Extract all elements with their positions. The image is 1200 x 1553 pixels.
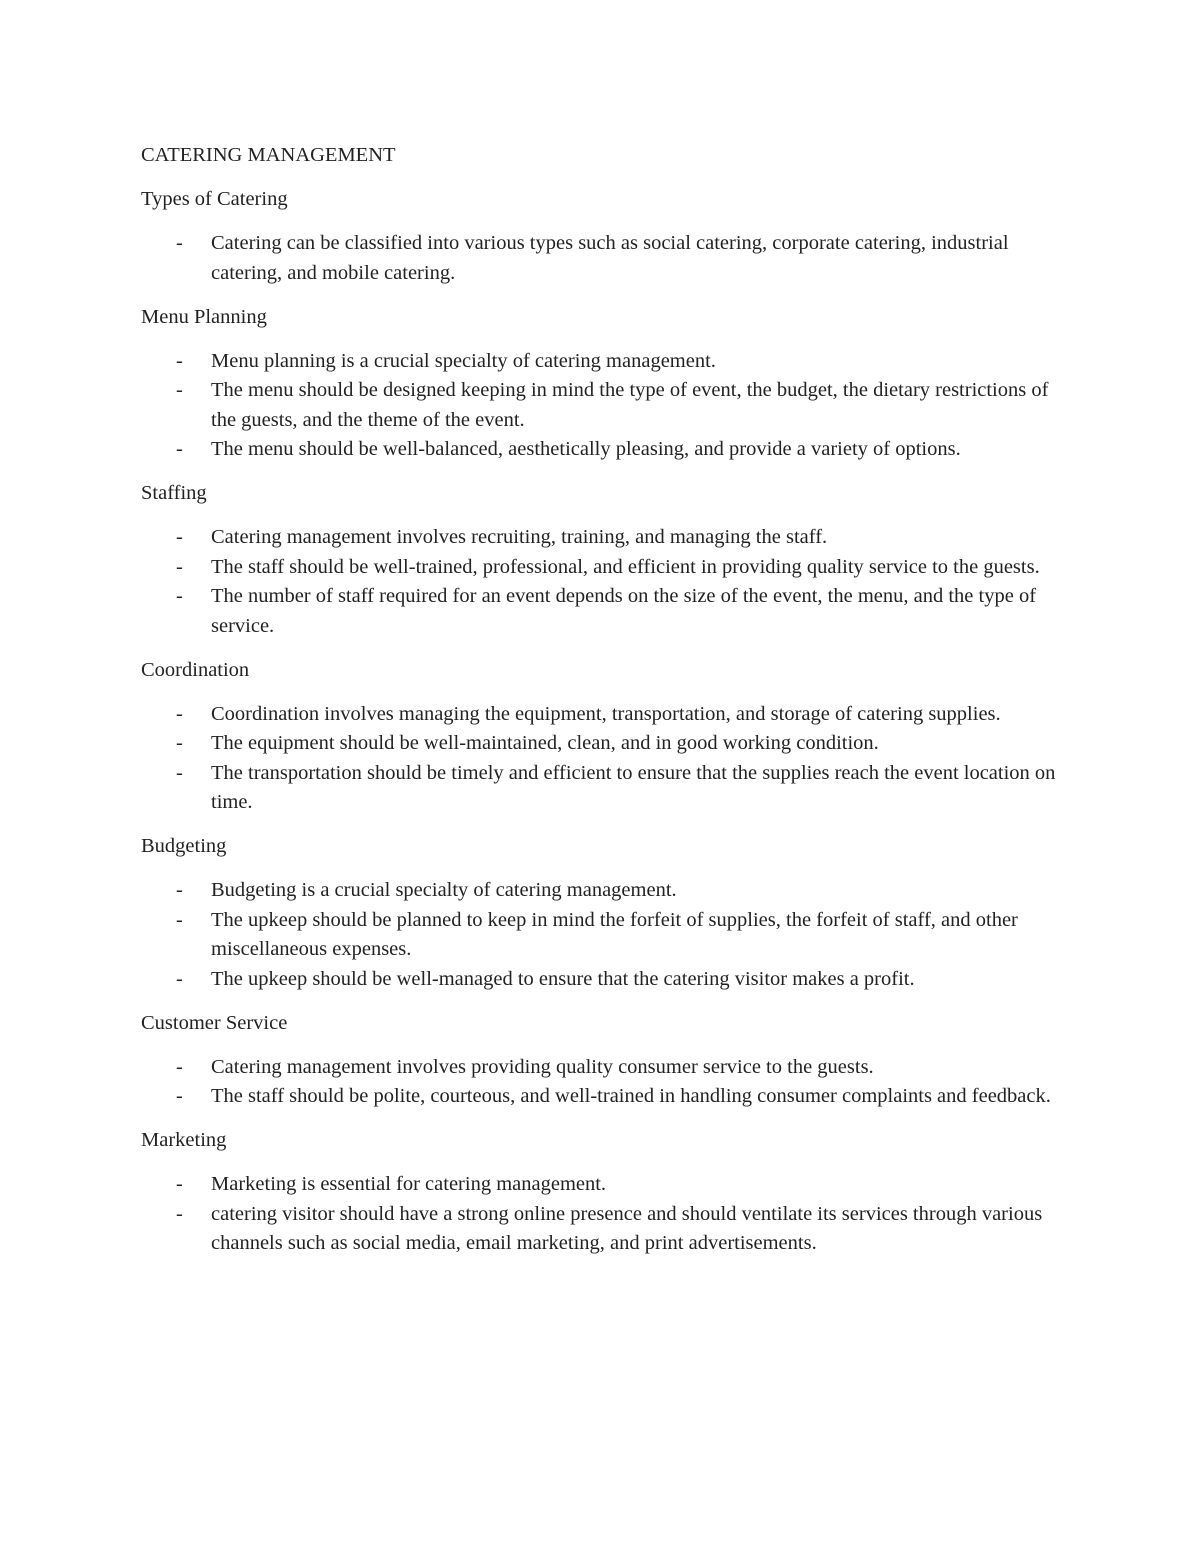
dash-marker: - [176, 761, 183, 784]
section [141, 832, 1071, 994]
section [141, 1009, 1071, 1112]
section-heading: Types of Catering [141, 188, 288, 210]
dash-marker: - [176, 879, 183, 901]
bullet-list [141, 1170, 1071, 1259]
section-heading: Budgeting [141, 835, 227, 857]
section [141, 479, 1071, 641]
bullet-list [141, 229, 1071, 288]
bullet-item [141, 729, 1071, 759]
dash-marker: - [176, 967, 183, 990]
bullet-item [141, 759, 1071, 818]
section-heading: Customer Service [141, 1011, 288, 1034]
dash-marker: - [176, 585, 183, 607]
bullet-item [141, 1170, 1071, 1200]
bullet-text: Catering can be classified into various types such as social catering, corporate catering, industrial catering, and mobile catering. [211, 232, 1009, 284]
bullet-item [141, 1082, 1071, 1112]
bullet-item [141, 906, 1071, 965]
section-heading: Coordination [141, 658, 250, 681]
dash-marker: - [176, 908, 183, 931]
dash-marker: - [176, 1173, 183, 1195]
bullet-text: The menu should be designed keeping in mind the type of event, the budget, the dietary restrictions of the guests, and the theme of the event. [211, 379, 1049, 431]
sections-container [141, 185, 1071, 1259]
bullet-text: The transportation should be timely and efficient to ensure that the supplies reach the event location on time. [211, 761, 1056, 813]
bullet-text: The staff should be well-trained, professional, and efficient in providing quality service to the guests. [211, 555, 1040, 578]
bullet-list [141, 1053, 1071, 1112]
bullet-item [141, 435, 1071, 465]
bullet-text: Catering management involves providing quality consumer service to the guests. [211, 1055, 874, 1078]
section-heading: Marketing [141, 1129, 227, 1151]
bullet-text: Budgeting is a crucial specialty of catering management. [211, 879, 677, 901]
dash-marker: - [176, 732, 183, 754]
bullet-list [141, 700, 1071, 818]
dash-marker: - [176, 702, 183, 725]
bullet-item [141, 376, 1071, 435]
document-body [141, 141, 1071, 1273]
section-heading: Menu Planning [141, 305, 267, 328]
bullet-item [141, 523, 1071, 553]
bullet-text: Coordination involves managing the equipment, transportation, and storage of catering supplies. [211, 702, 1001, 725]
bullet-item [141, 700, 1071, 730]
dash-marker: - [176, 1085, 183, 1107]
bullet-item [141, 553, 1071, 583]
bullet-item [141, 876, 1071, 906]
bullet-text: The equipment should be well-maintained, clean, and in good working condition. [211, 732, 879, 754]
section [141, 656, 1071, 818]
bullet-text: The number of staff required for an event depends on the size of the event, the menu, and the type of service. [211, 585, 1037, 637]
bullet-list [141, 347, 1071, 465]
bullet-item [141, 1053, 1071, 1083]
bullet-text: Marketing is essential for catering management. [211, 1173, 607, 1195]
section [141, 303, 1071, 465]
dash-marker: - [176, 526, 183, 548]
bullet-text: Catering management involves recruiting, training, and managing the staff. [211, 526, 828, 548]
dash-marker: - [176, 555, 183, 578]
dash-marker: - [176, 379, 183, 401]
bullet-list [141, 523, 1071, 641]
bullet-text: The menu should be well-balanced, aesthetically pleasing, and provide a variety of options. [211, 438, 961, 460]
dash-marker: - [176, 349, 183, 372]
bullet-item [141, 229, 1071, 288]
section [141, 1126, 1071, 1259]
bullet-text: The upkeep should be planned to keep in mind the forfeit of supplies, the forfeit of staff, and other miscellaneous expenses. [211, 908, 1018, 960]
bullet-item [141, 347, 1071, 377]
bullet-text: The upkeep should be well-managed to ensure that the catering visitor makes a profit. [211, 967, 915, 990]
dash-marker: - [176, 1202, 183, 1225]
bullet-item [141, 965, 1071, 995]
bullet-text: catering visitor should have a strong online presence and should ventilate its services through various channels such as social media, email marketing, and print advertisements. [211, 1202, 1043, 1254]
section-heading: Staffing [141, 482, 207, 504]
bullet-item [141, 1200, 1071, 1259]
bullet-text: The staff should be polite, courteous, and well-trained in handling consumer complaints and feedback. [211, 1085, 1051, 1107]
bullet-item [141, 582, 1071, 641]
bullet-list [141, 876, 1071, 994]
dash-marker: - [176, 1055, 183, 1078]
document-title: CATERING MANAGEMENT [141, 144, 396, 166]
section [141, 185, 1071, 288]
dash-marker: - [176, 438, 183, 460]
dash-marker: - [176, 232, 183, 254]
bullet-text: Menu planning is a crucial specialty of catering management. [211, 349, 716, 372]
